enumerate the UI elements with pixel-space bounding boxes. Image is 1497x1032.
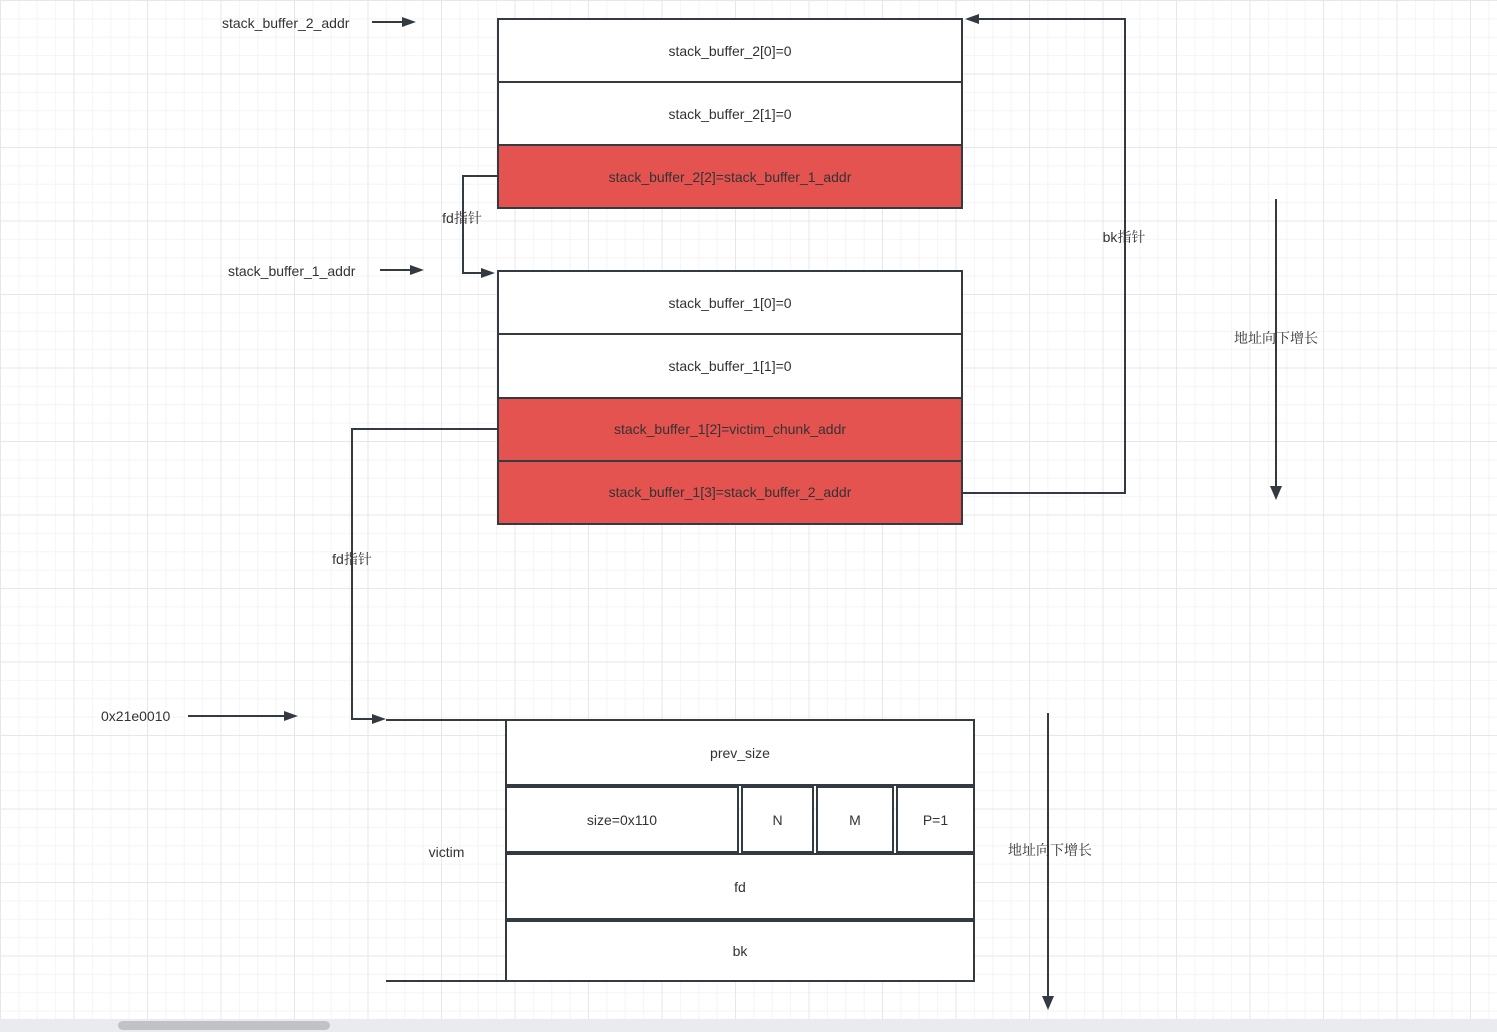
victim-bk-cell: bk bbox=[505, 920, 975, 982]
victim-size-cell: size=0x110 bbox=[505, 786, 739, 853]
victim-label: victim bbox=[428, 844, 465, 860]
stack-buffer-1-row-3-highlighted: stack_buffer_1[3]=stack_buffer_2_addr bbox=[499, 460, 961, 523]
stack-buffer-1-table bbox=[497, 270, 963, 525]
stack-buffer-2-addr-arrowhead-icon bbox=[402, 17, 416, 27]
bk-pointer-line-h1 bbox=[963, 492, 1126, 494]
victim-prev-size-cell: prev_size bbox=[505, 719, 975, 786]
fd-pointer-top-label: fd指针 bbox=[442, 210, 482, 226]
victim-chunk-addr-arrow-line bbox=[188, 715, 285, 717]
victim-flag-p-cell: P=1 bbox=[896, 786, 975, 853]
stack-buffer-1-row-2-highlighted: stack_buffer_1[2]=victim_chunk_addr bbox=[499, 397, 961, 460]
stack-buffer-1-addr-label: stack_buffer_1_addr bbox=[228, 263, 356, 279]
bk-pointer-line-h2 bbox=[979, 18, 1126, 20]
bk-pointer-line-v bbox=[1124, 19, 1126, 494]
fd-pointer-top-line-h2 bbox=[462, 272, 482, 274]
addr-grows-down-bottom-label: 地址向下增长 bbox=[1008, 842, 1092, 858]
fd-pointer-top-line-h1 bbox=[462, 175, 497, 177]
victim-bracket-top-line bbox=[386, 719, 507, 721]
stack-buffer-2-addr-arrow-line bbox=[372, 21, 403, 23]
stack-buffer-1-row-1: stack_buffer_1[1]=0 bbox=[499, 333, 961, 396]
stack-buffer-2-addr-label: stack_buffer_2_addr bbox=[222, 15, 350, 31]
horizontal-scrollbar-thumb[interactable] bbox=[118, 1021, 330, 1030]
horizontal-scrollbar-track[interactable] bbox=[0, 1019, 1497, 1032]
fd-pointer-bottom-line-h1 bbox=[351, 428, 497, 430]
fd-pointer-bottom-line-h2 bbox=[351, 718, 373, 720]
stack-buffer-2-table bbox=[497, 18, 963, 209]
victim-chunk-addr-label: 0x21e0010 bbox=[101, 708, 171, 724]
victim-bracket-bottom-line bbox=[386, 980, 507, 982]
addr-grows-down-right-label: 地址向下增长 bbox=[1234, 330, 1318, 346]
fd-pointer-bottom-label: fd指针 bbox=[332, 551, 372, 567]
stack-buffer-2-row-2-highlighted: stack_buffer_2[2]=stack_buffer_1_addr bbox=[499, 144, 961, 207]
fd-pointer-bottom-line-v bbox=[351, 428, 353, 720]
stack-buffer-1-addr-arrow-line bbox=[380, 269, 411, 271]
victim-fd-cell: fd bbox=[505, 853, 975, 920]
fd-pointer-bottom-arrowhead-icon bbox=[372, 714, 386, 724]
addr-grows-down-right-arrowhead-icon bbox=[1270, 486, 1282, 500]
stack-buffer-2-row-1: stack_buffer_2[1]=0 bbox=[499, 81, 961, 144]
victim-flag-n-cell: N bbox=[741, 786, 814, 853]
fd-pointer-top-arrowhead-icon bbox=[481, 268, 495, 278]
stack-buffer-2-row-0: stack_buffer_2[0]=0 bbox=[499, 20, 961, 81]
victim-flag-m-cell: M bbox=[816, 786, 894, 853]
addr-grows-down-bottom-arrowhead-icon bbox=[1042, 996, 1054, 1010]
bk-pointer-arrowhead-icon bbox=[965, 14, 979, 24]
stack-buffer-1-addr-arrowhead-icon bbox=[410, 265, 424, 275]
victim-chunk-addr-arrowhead-icon bbox=[284, 711, 298, 721]
bk-pointer-label: bk指针 bbox=[1102, 229, 1146, 245]
stack-buffer-1-row-0: stack_buffer_1[0]=0 bbox=[499, 272, 961, 333]
